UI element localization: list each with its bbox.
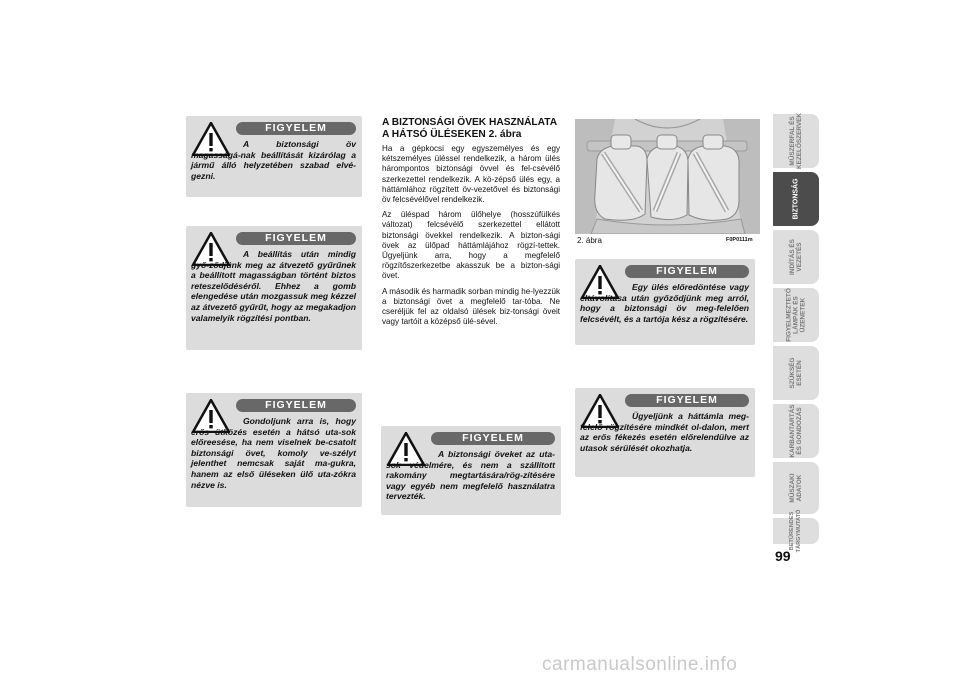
warning-box xyxy=(186,116,362,197)
tab-technical-data[interactable] xyxy=(773,462,819,514)
warning-title: FIGYELEM xyxy=(236,232,356,245)
tab-index[interactable] xyxy=(773,509,819,553)
tab-label: INDÍTÁS ÉS VEZETÉS xyxy=(789,239,803,275)
warning-text: Ügyeljünk a háttámla meg-felelő rögzítésére mindkét ol-dalon, mert az erős fékezés esetén előrelendülve az utasok sérülését okozhatja. xyxy=(580,411,749,453)
tab-warning-lights[interactable] xyxy=(773,288,819,342)
tab-label: SZÜKSÉG ESETÉN xyxy=(789,357,803,389)
section-paragraph: Az üléspad három ülőhelye (hosszúfülkés változat) felcsévélő szerkezettel ellátott biztonsági övekkel rendelkezik. A bizton-sági övek az ülőpad háttámlájához rögzí-tettek. Ügyeljünk arra, hogy a megfelelő rögzítőszerkezetbe akasszuk be a bizton-sági övet. xyxy=(382,210,560,281)
tab-label: MŰSZERFAL ÉS KEZELŐSZERVEK xyxy=(789,113,803,169)
figure-code: F0P0111m xyxy=(726,237,753,243)
warning-box xyxy=(186,393,362,507)
rear-seatbelt-illustration xyxy=(575,119,760,234)
warning-box xyxy=(186,226,362,350)
warning-text: A biztonsági öv magasságá-nak beállítását kizárólag a jármű álló helyzetében szabad elvé-gezni. xyxy=(191,139,356,181)
tab-label: MŰSZAKI ADATOK xyxy=(789,473,803,503)
tab-label: BETŰRENDES TÁRGYMUTATÓ xyxy=(789,509,802,553)
figure-caption: 2. ábra xyxy=(577,236,602,245)
warning-box xyxy=(381,426,561,515)
warning-box xyxy=(575,388,755,477)
section-paragraph: A második és harmadik sorban mindig he-lyezzük a biztonsági övet a megfelelő tar-tóba. Ne cseréljük fel az oldalsó ülések biz-tonsági öveit vagy tartóit a középső ülé-sével. xyxy=(382,286,560,327)
warning-box xyxy=(575,259,755,345)
warning-text: A biztonsági öveket az uta-sok védelmére, és nem a szállított rakomány megtartására/rög-zítésére vagy egyéb nem megfelelő használatra tervezték. xyxy=(386,449,555,502)
section-heading: A BIZTONSÁGI ÖVEK HASZNÁLATA A HÁTSÓ ÜLÉSEKEN 2. ábra xyxy=(382,117,557,140)
tab-dashboard-controls[interactable] xyxy=(773,114,819,168)
warning-title: FIGYELEM xyxy=(236,399,356,412)
section-body xyxy=(382,117,560,332)
warning-title: FIGYELEM xyxy=(625,265,749,278)
warning-title: FIGYELEM xyxy=(236,122,356,135)
tab-label: KARBANTARTÁS ÉS GONDOZÁS xyxy=(789,404,803,458)
warning-text: Gondoljunk arra is, hogy erős ütközés esetén a hátsó uta-sok előreesése, ha nem viselnek be-csatolt biztonsági övet, komoly ve-szélyt jelenthet nemcsak saját ma-gukra, hanem az első üléseken ülő uta-zókra nézve is. xyxy=(191,416,356,490)
warning-title: FIGYELEM xyxy=(625,394,749,407)
section-paragraph: Ha a gépkocsi egy egyszemélyes és egy kétszemélyes üléssel rendelkezik, a három ülés hárompontos biztonsági övvel és fel-csévélő szerkezettel rendelkezik. A kö-zépső ülés egy, a háttámlához rögzített öv-vezetővel és biztonsági öv felcsévélővel rendelkezik. xyxy=(382,144,560,205)
watermark: carmanualsonline.info xyxy=(542,654,738,675)
warning-title: FIGYELEM xyxy=(431,432,555,445)
tab-label: BIZTONSÁG xyxy=(792,178,800,220)
warning-text: Egy ülés előredöntése vagy eltávolítása után győződjünk meg arról, hogy a biztonsági öv meg-felelően felcsévélt, és a tartója kész a rögzítésére. xyxy=(580,282,749,324)
tab-starting-driving[interactable] xyxy=(773,230,819,284)
tab-maintenance[interactable] xyxy=(773,404,819,458)
warning-text: A beállítás után mindig győ-ződjünk meg az átvezető gyűrűnek a beállított magasságban történt biztos reteszelődéséről. Ehhez a gomb elengedése után mozgassuk meg kézzel az átvezető gyűrűt, hogy az megakadjon valamelyik rögzítési pontban. xyxy=(191,249,356,323)
tab-emergency[interactable] xyxy=(773,346,819,400)
page-number: 99 xyxy=(775,548,791,564)
tab-safety[interactable] xyxy=(773,172,819,226)
rear-seats-drawing xyxy=(575,119,760,234)
tab-label: FIGYELMEZTETŐ LÁMPÁK ÉS ÜZENETEK xyxy=(785,288,807,342)
